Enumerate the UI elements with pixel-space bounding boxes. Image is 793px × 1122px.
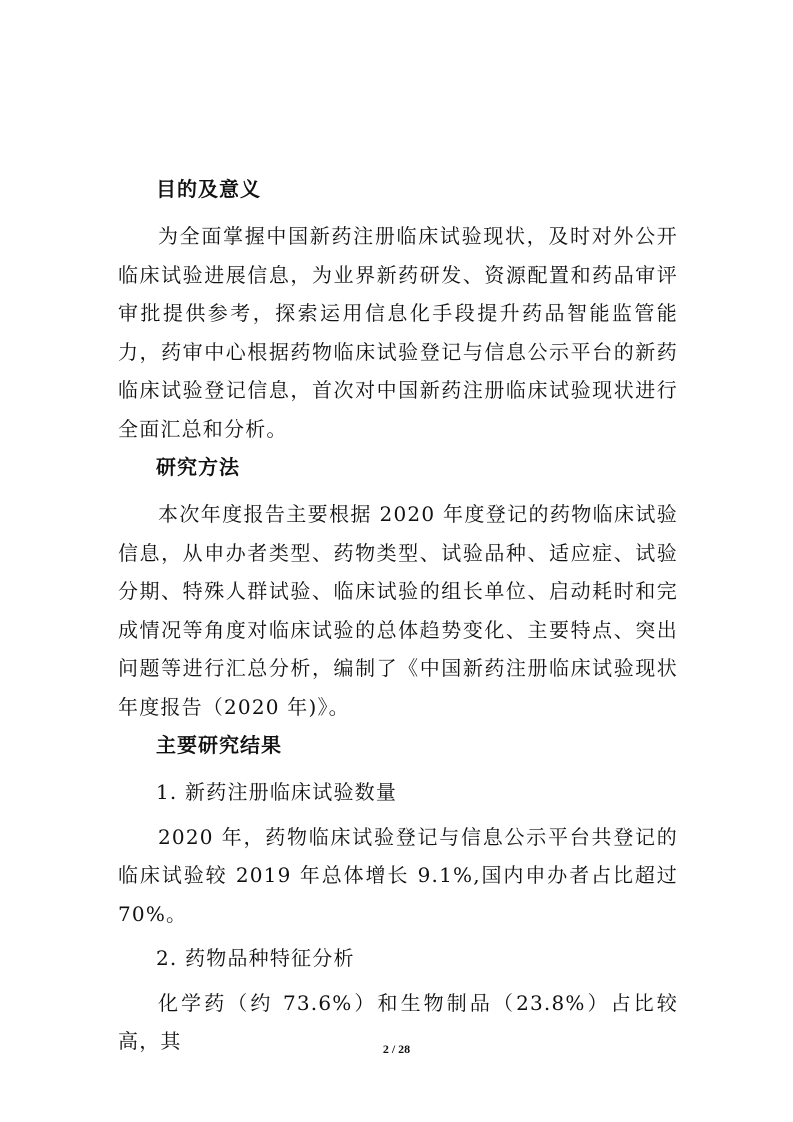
results-item-1-paragraph: 2020 年，药物临床试验登记与信息公示平台共登记的临床试验较 2019 年总体增长 9.1%,国内申办者占比超过 70%。: [118, 824, 678, 926]
results-item-1-title: 1. 新药注册临床试验数量: [156, 780, 398, 804]
results-item-2-paragraph: 化学药（约 73.6%）和生物制品（23.8%）占比较高，其: [118, 990, 678, 1053]
page-number: 2 / 28: [382, 1042, 411, 1056]
section-heading-purpose: 目的及意义: [156, 177, 261, 201]
section-heading-results: 主要研究结果: [156, 733, 282, 757]
purpose-paragraph: 为全面掌握中国新药注册临床试验现状，及时对外公开临床试验进展信息，为业界新药研发、资源配置和药品审评审批提供参考，探索运用信息化手段提升药品智能监管能力，药审中心根据药物临床试验登记与信息公示平台的新药临床试验登记信息，首次对中国新药注册临床试验现状进行全面汇总和分析。: [118, 224, 678, 441]
page-content: [118, 176, 678, 1067]
method-paragraph: 本次年度报告主要根据 2020 年度登记的药物临床试验信息，从申办者类型、药物类型、试验品种、适应症、试验分期、特殊人群试验、临床试验的组长单位、启动耗时和完成情况等角度对临床试验的总体趋势变化、主要特点、突出问题等进行汇总分析，编制了《中国新药注册临床试验现状年度报告（2020 年)》。: [118, 502, 678, 719]
section-heading-method: 研究方法: [156, 455, 240, 479]
results-item-2-title: 2. 药物品种特征分析: [156, 946, 355, 970]
